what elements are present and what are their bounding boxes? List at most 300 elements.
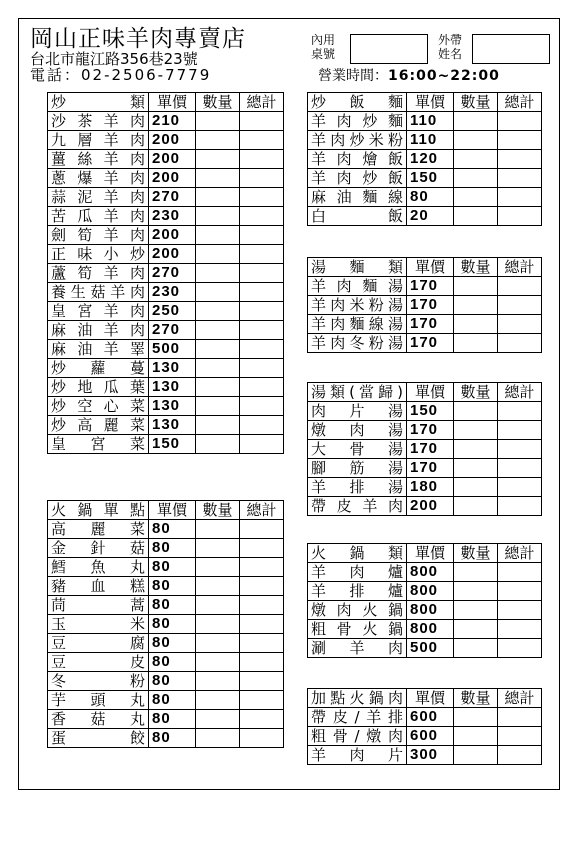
name-field[interactable] [472, 34, 550, 64]
menu-item-row [308, 440, 542, 459]
menu-item-row [48, 539, 284, 558]
price-column-header: 單價 [407, 689, 454, 708]
menu-item-row [48, 577, 284, 596]
menu-item-name: 腳筋湯 [308, 459, 407, 478]
total-cell[interactable] [498, 440, 542, 459]
menu-item-name: 羊排爐 [308, 582, 407, 601]
quantity-cell[interactable] [454, 746, 498, 765]
menu-table-addon-meat [307, 688, 542, 765]
menu-item-name: 養生菇羊肉 [48, 283, 149, 302]
menu-item-price: 600 [407, 727, 454, 746]
menu-item-price: 130 [149, 416, 196, 435]
quantity-cell[interactable] [196, 435, 240, 454]
total-cell[interactable] [498, 421, 542, 440]
menu-item-row [48, 226, 284, 245]
menu-item-price: 180 [407, 478, 454, 497]
menu-item-row [308, 459, 542, 478]
menu-item-name: 羊肉炒飯 [308, 169, 407, 188]
menu-item-name: 羊肉米粉湯 [308, 296, 407, 315]
menu-table-soup-noodle [307, 257, 542, 353]
menu-item-price: 200 [149, 226, 196, 245]
menu-item-row [308, 112, 542, 131]
menu-item-name: 九層羊肉 [48, 131, 149, 150]
menu-item-name: 薑絲羊肉 [48, 150, 149, 169]
menu-item-name: 皇宮菜 [48, 435, 149, 454]
quantity-cell[interactable] [454, 459, 498, 478]
menu-item-price: 200 [407, 497, 454, 516]
menu-item-name: 玉米 [48, 615, 149, 634]
total-cell[interactable] [240, 397, 284, 416]
total-cell[interactable] [240, 340, 284, 359]
total-cell[interactable] [240, 302, 284, 321]
menu-item-name: 芋頭丸 [48, 691, 149, 710]
menu-item-name: 麻油羊睪 [48, 340, 149, 359]
menu-item-price: 170 [407, 334, 454, 353]
menu-item-price: 800 [407, 563, 454, 582]
menu-item-row [308, 277, 542, 296]
total-cell[interactable] [498, 563, 542, 582]
total-cell[interactable] [498, 582, 542, 601]
menu-item-row [308, 334, 542, 353]
section-header-row [48, 501, 284, 520]
menu-item-name: 蘆筍羊肉 [48, 264, 149, 283]
menu-item-price: 80 [407, 188, 454, 207]
total-column-header: 總計 [498, 544, 542, 563]
menu-item-name: 羊肉麵湯 [308, 277, 407, 296]
menu-item-price: 80 [149, 710, 196, 729]
menu-item-name: 豆腐 [48, 634, 149, 653]
quantity-cell[interactable] [196, 672, 240, 691]
menu-item-row [308, 188, 542, 207]
quantity-cell[interactable] [196, 416, 240, 435]
menu-item-name: 涮羊肉 [308, 639, 407, 658]
section-title: 湯類(當歸) [308, 383, 407, 402]
quantity-cell[interactable] [196, 577, 240, 596]
section-title: 火鍋單點 [48, 501, 149, 520]
menu-item-price: 170 [407, 296, 454, 315]
quantity-cell[interactable] [196, 378, 240, 397]
menu-item-row [308, 708, 542, 727]
menu-item-price: 150 [407, 402, 454, 421]
quantity-cell[interactable] [196, 359, 240, 378]
total-cell[interactable] [498, 131, 542, 150]
total-cell[interactable] [240, 691, 284, 710]
menu-item-row [48, 596, 284, 615]
menu-item-price: 500 [407, 639, 454, 658]
quantity-column-header: 數量 [196, 501, 240, 520]
menu-item-price: 80 [149, 691, 196, 710]
quantity-cell[interactable] [454, 727, 498, 746]
section-header-row [308, 93, 542, 112]
quantity-cell[interactable] [196, 226, 240, 245]
total-cell[interactable] [240, 672, 284, 691]
menu-item-price: 800 [407, 620, 454, 639]
menu-item-name: 燉肉火鍋 [308, 601, 407, 620]
quantity-cell[interactable] [196, 729, 240, 748]
total-cell[interactable] [240, 207, 284, 226]
total-cell[interactable] [240, 283, 284, 302]
menu-item-price: 80 [149, 634, 196, 653]
menu-item-price: 210 [149, 112, 196, 131]
total-cell[interactable] [498, 459, 542, 478]
section-header-row [308, 544, 542, 563]
total-cell[interactable] [240, 539, 284, 558]
price-column-header: 單價 [407, 544, 454, 563]
total-column-header: 總計 [498, 689, 542, 708]
menu-item-name: 白飯 [308, 207, 407, 226]
quantity-column-header: 數量 [454, 383, 498, 402]
total-cell[interactable] [240, 416, 284, 435]
total-cell[interactable] [240, 558, 284, 577]
total-cell[interactable] [498, 315, 542, 334]
menu-item-price: 200 [149, 131, 196, 150]
menu-item-row [48, 245, 284, 264]
menu-item-price: 800 [407, 601, 454, 620]
menu-item-price: 80 [149, 672, 196, 691]
quantity-cell[interactable] [196, 264, 240, 283]
menu-item-name: 茼蒿 [48, 596, 149, 615]
menu-item-row [308, 601, 542, 620]
menu-item-name: 羊排湯 [308, 478, 407, 497]
menu-item-name: 粗骨火鍋 [308, 620, 407, 639]
quantity-cell[interactable] [454, 639, 498, 658]
total-column-header: 總計 [240, 501, 284, 520]
menu-item-row [308, 727, 542, 746]
menu-item-row [48, 207, 284, 226]
menu-item-price: 80 [149, 558, 196, 577]
menu-table-herbal-soup [307, 382, 542, 516]
menu-item-name: 豬血糕 [48, 577, 149, 596]
section-header-row [308, 383, 542, 402]
menu-item-price: 130 [149, 397, 196, 416]
menu-item-price: 500 [149, 340, 196, 359]
menu-item-row [48, 558, 284, 577]
menu-item-row [308, 478, 542, 497]
menu-item-row [308, 150, 542, 169]
menu-item-name: 粗骨/燉肉 [308, 727, 407, 746]
menu-item-name: 炒地瓜葉 [48, 378, 149, 397]
menu-item-price: 300 [407, 746, 454, 765]
quantity-cell[interactable] [196, 321, 240, 340]
menu-item-name: 冬粉 [48, 672, 149, 691]
total-cell[interactable] [240, 150, 284, 169]
quantity-cell[interactable] [454, 131, 498, 150]
section-header-row [308, 689, 542, 708]
menu-item-name: 蒜泥羊肉 [48, 188, 149, 207]
total-cell[interactable] [498, 296, 542, 315]
menu-item-price: 230 [149, 283, 196, 302]
total-cell[interactable] [240, 131, 284, 150]
menu-item-name: 大骨湯 [308, 440, 407, 459]
shop-name: 岡山正味羊肉專賣店 [30, 26, 246, 52]
total-cell[interactable] [240, 710, 284, 729]
total-cell[interactable] [240, 321, 284, 340]
menu-item-name: 帶皮羊肉 [308, 497, 407, 516]
dine-in-label: 內用 [311, 33, 336, 47]
menu-item-name: 羊肉燴飯 [308, 150, 407, 169]
menu-item-row [48, 691, 284, 710]
menu-item-name: 蔥爆羊肉 [48, 169, 149, 188]
menu-item-price: 170 [407, 459, 454, 478]
menu-item-name: 鱈魚丸 [48, 558, 149, 577]
menu-item-name: 帶皮/羊排 [308, 708, 407, 727]
section-title: 火鍋類 [308, 544, 407, 563]
quantity-cell[interactable] [454, 315, 498, 334]
menu-item-name: 炒高麗菜 [48, 416, 149, 435]
total-cell[interactable] [240, 169, 284, 188]
quantity-cell[interactable] [196, 558, 240, 577]
total-cell[interactable] [498, 277, 542, 296]
quantity-cell[interactable] [196, 615, 240, 634]
section-title: 炒飯麵 [308, 93, 407, 112]
menu-item-price: 110 [407, 131, 454, 150]
menu-item-price: 20 [407, 207, 454, 226]
price-column-header: 單價 [407, 383, 454, 402]
menu-item-name: 劍筍羊肉 [48, 226, 149, 245]
menu-item-row [48, 283, 284, 302]
menu-item-row [308, 296, 542, 315]
menu-item-name: 豆皮 [48, 653, 149, 672]
quantity-cell[interactable] [454, 150, 498, 169]
total-cell[interactable] [498, 746, 542, 765]
total-cell[interactable] [240, 596, 284, 615]
menu-item-row [48, 416, 284, 435]
quantity-cell[interactable] [454, 601, 498, 620]
menu-item-row [48, 359, 284, 378]
section-title: 湯麵類 [308, 258, 407, 277]
menu-item-row [48, 634, 284, 653]
menu-item-row [48, 150, 284, 169]
menu-item-price: 270 [149, 264, 196, 283]
quantity-cell[interactable] [196, 397, 240, 416]
menu-item-price: 120 [407, 150, 454, 169]
quantity-cell[interactable] [454, 334, 498, 353]
menu-item-name: 高麗菜 [48, 520, 149, 539]
menu-item-row [308, 746, 542, 765]
quantity-cell[interactable] [454, 277, 498, 296]
menu-item-row [308, 315, 542, 334]
total-cell[interactable] [498, 112, 542, 131]
menu-item-price: 170 [407, 421, 454, 440]
business-hours [318, 69, 500, 84]
total-cell[interactable] [240, 112, 284, 131]
menu-item-row [308, 563, 542, 582]
quantity-cell[interactable] [196, 520, 240, 539]
total-cell[interactable] [498, 727, 542, 746]
menu-item-price: 110 [407, 112, 454, 131]
menu-item-price: 80 [149, 615, 196, 634]
quantity-cell[interactable] [196, 131, 240, 150]
quantity-cell[interactable] [454, 497, 498, 516]
menu-item-price: 80 [149, 596, 196, 615]
shop-phone: 電話：02-2506-7779 [30, 66, 212, 84]
menu-item-name: 皇宮羊肉 [48, 302, 149, 321]
quantity-column-header: 數量 [454, 258, 498, 277]
quantity-cell[interactable] [196, 188, 240, 207]
quantity-cell[interactable] [196, 596, 240, 615]
quantity-column-header: 數量 [454, 544, 498, 563]
total-cell[interactable] [240, 378, 284, 397]
quantity-cell[interactable] [454, 207, 498, 226]
menu-item-price: 150 [407, 169, 454, 188]
menu-item-name: 苦瓜羊肉 [48, 207, 149, 226]
menu-item-price: 600 [407, 708, 454, 727]
menu-item-name: 炒蘿蔓 [48, 359, 149, 378]
menu-item-price: 80 [149, 653, 196, 672]
total-cell[interactable] [240, 435, 284, 454]
menu-item-price: 170 [407, 315, 454, 334]
table-no-label: 桌號 [311, 47, 336, 61]
total-cell[interactable] [240, 615, 284, 634]
quantity-cell[interactable] [196, 207, 240, 226]
total-cell[interactable] [498, 708, 542, 727]
menu-item-name: 蛋餃 [48, 729, 149, 748]
section-title: 加點火鍋肉 [308, 689, 407, 708]
quantity-cell[interactable] [454, 563, 498, 582]
price-column-header: 單價 [407, 93, 454, 112]
quantity-cell[interactable] [196, 340, 240, 359]
quantity-cell[interactable] [454, 708, 498, 727]
menu-item-row [48, 435, 284, 454]
total-cell[interactable] [240, 577, 284, 596]
total-cell[interactable] [498, 402, 542, 421]
total-cell[interactable] [498, 620, 542, 639]
menu-item-price: 200 [149, 245, 196, 264]
quantity-cell[interactable] [454, 296, 498, 315]
menu-item-price: 270 [149, 188, 196, 207]
table-no-field[interactable] [350, 34, 428, 64]
total-cell[interactable] [240, 729, 284, 748]
quantity-cell[interactable] [196, 150, 240, 169]
quantity-cell[interactable] [454, 188, 498, 207]
menu-table-stir-fry [47, 92, 284, 454]
section-header-row [308, 258, 542, 277]
total-column-header: 總計 [240, 93, 284, 112]
quantity-cell[interactable] [196, 634, 240, 653]
menu-item-row [48, 729, 284, 748]
takeout-label: 外帶 [438, 33, 463, 47]
menu-item-row [48, 131, 284, 150]
hours-value: 16:00~22:00 [388, 68, 500, 84]
total-cell[interactable] [240, 653, 284, 672]
quantity-cell[interactable] [196, 710, 240, 729]
menu-table-rice-noodle [307, 92, 542, 226]
menu-item-price: 200 [149, 150, 196, 169]
quantity-cell[interactable] [454, 478, 498, 497]
menu-item-row [308, 497, 542, 516]
total-cell[interactable] [498, 169, 542, 188]
menu-item-price: 800 [407, 582, 454, 601]
menu-item-row [48, 169, 284, 188]
menu-item-row [308, 639, 542, 658]
total-cell[interactable] [498, 497, 542, 516]
total-cell[interactable] [240, 245, 284, 264]
quantity-cell[interactable] [454, 620, 498, 639]
quantity-cell[interactable] [454, 112, 498, 131]
total-cell[interactable] [240, 188, 284, 207]
total-cell[interactable] [240, 634, 284, 653]
menu-item-price: 230 [149, 207, 196, 226]
menu-item-price: 80 [149, 729, 196, 748]
quantity-cell[interactable] [196, 302, 240, 321]
menu-item-row [308, 169, 542, 188]
quantity-column-header: 數量 [454, 689, 498, 708]
menu-item-row [48, 653, 284, 672]
menu-item-price: 250 [149, 302, 196, 321]
menu-item-row [308, 131, 542, 150]
menu-item-name: 羊肉片 [308, 746, 407, 765]
quantity-cell[interactable] [196, 283, 240, 302]
total-cell[interactable] [498, 478, 542, 497]
menu-item-name: 燉肉湯 [308, 421, 407, 440]
total-cell[interactable] [498, 601, 542, 620]
menu-item-row [308, 582, 542, 601]
menu-item-name: 羊肉爐 [308, 563, 407, 582]
menu-item-row [308, 207, 542, 226]
name-label: 姓名 [438, 47, 463, 61]
total-cell[interactable] [498, 188, 542, 207]
total-cell[interactable] [498, 207, 542, 226]
menu-item-row [48, 340, 284, 359]
menu-item-name: 肉片湯 [308, 402, 407, 421]
menu-item-price: 170 [407, 440, 454, 459]
total-cell[interactable] [498, 639, 542, 658]
menu-item-price: 150 [149, 435, 196, 454]
quantity-column-header: 數量 [196, 93, 240, 112]
quantity-cell[interactable] [454, 582, 498, 601]
menu-item-name: 麻油麵線 [308, 188, 407, 207]
total-cell[interactable] [240, 226, 284, 245]
menu-table-hotpot-single [47, 500, 284, 748]
menu-item-name: 香菇丸 [48, 710, 149, 729]
price-column-header: 單價 [407, 258, 454, 277]
quantity-cell[interactable] [196, 112, 240, 131]
quantity-cell[interactable] [454, 169, 498, 188]
total-cell[interactable] [498, 334, 542, 353]
total-column-header: 總計 [498, 93, 542, 112]
total-cell[interactable] [240, 520, 284, 539]
menu-item-row [48, 397, 284, 416]
total-cell[interactable] [498, 150, 542, 169]
menu-item-row [48, 112, 284, 131]
quantity-column-header: 數量 [454, 93, 498, 112]
total-cell[interactable] [240, 359, 284, 378]
menu-item-price: 80 [149, 539, 196, 558]
section-title: 炒類 [48, 93, 149, 112]
menu-item-name: 羊肉炒麵 [308, 112, 407, 131]
quantity-cell[interactable] [454, 421, 498, 440]
quantity-cell[interactable] [196, 169, 240, 188]
menu-item-name: 沙茶羊肉 [48, 112, 149, 131]
quantity-cell[interactable] [454, 440, 498, 459]
menu-item-name: 炒空心菜 [48, 397, 149, 416]
quantity-cell[interactable] [196, 245, 240, 264]
quantity-cell[interactable] [454, 402, 498, 421]
price-column-header: 單價 [149, 501, 196, 520]
menu-item-row [48, 378, 284, 397]
menu-item-row [48, 615, 284, 634]
menu-item-row [48, 672, 284, 691]
price-column-header: 單價 [149, 93, 196, 112]
quantity-cell[interactable] [196, 653, 240, 672]
menu-item-name: 金針菇 [48, 539, 149, 558]
quantity-cell[interactable] [196, 691, 240, 710]
menu-item-row [48, 302, 284, 321]
menu-item-row [48, 321, 284, 340]
total-cell[interactable] [240, 264, 284, 283]
quantity-cell[interactable] [196, 539, 240, 558]
hours-label: 營業時間： [318, 68, 388, 84]
